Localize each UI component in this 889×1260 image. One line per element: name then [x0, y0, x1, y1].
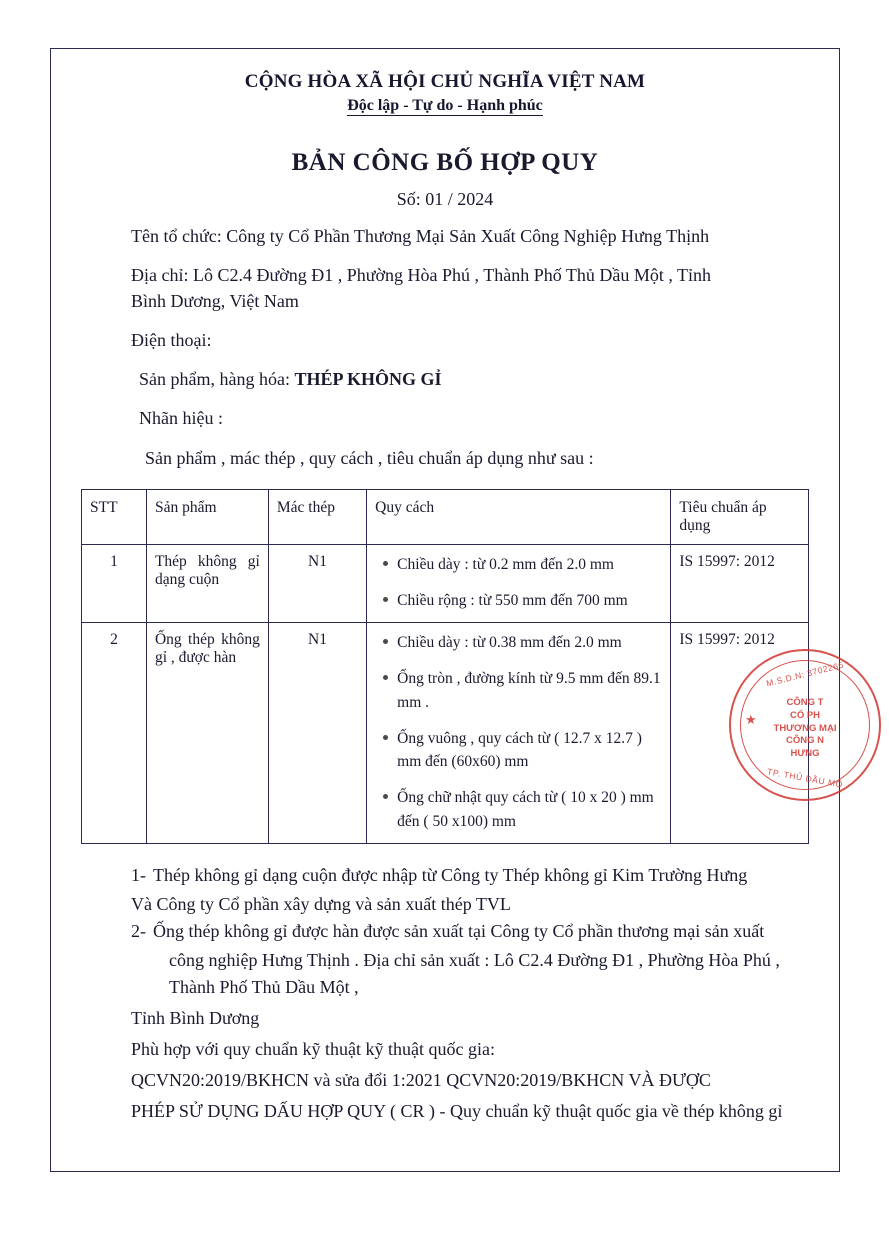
spec-item: Chiều dày : từ 0.38 mm đến 2.0 mm [397, 631, 662, 654]
note-item [79, 862, 811, 889]
seal-line-2: CỔ PH [789, 709, 821, 721]
seal-line-1: CÔNG T [786, 697, 824, 708]
cell-stt: 1 [82, 544, 147, 623]
national-title: CỘNG HÒA XÃ HỘI CHỦ NGHĨA VIỆT NAM [244, 71, 646, 92]
cell-product: Thép không gỉ dạng cuộn [146, 544, 268, 623]
address-line-2: Bình Dương, Việt Nam [131, 291, 299, 312]
standard-line-2: PHÉP SỬ DỤNG DẤU HỢP QUY ( CR ) - Quy chuẩn kỹ thuật quốc gia về thép không gỉ [131, 1100, 783, 1121]
org-value: Công ty Cổ Phần Thương Mại Sản Xuất Công Nghiệp Hưng Thịnh [226, 226, 710, 246]
note-continuation: Và Công ty Cổ phần xây dựng và sản xuất thép TVL [131, 893, 511, 914]
column-header-standard: Tiêu chuẩn áp dụng [671, 489, 809, 544]
cell-spec [367, 623, 671, 844]
product-line [79, 366, 811, 392]
cell-product: Ống thép không gỉ , được hàn [146, 623, 268, 844]
phone-line: Điện thoại: [131, 330, 212, 351]
address-value: Lô C2.4 Đường Đ1 , Phường Hòa Phú , Thành Phố Thủ Dầu Một , Tỉnh [192, 265, 712, 286]
product-label: Sản phẩm, hàng hóa: [139, 369, 295, 390]
note-number: 2- [131, 920, 146, 941]
org-label: Tên tổ chức: [131, 226, 227, 246]
seal-line-4: CÔNG N [786, 735, 824, 747]
cell-spec [367, 544, 671, 623]
page-title: BẢN CÔNG BỐ HỢP QUY [291, 149, 599, 176]
table-row [82, 544, 809, 623]
brand-line: Nhãn hiệu : [139, 408, 223, 429]
seal-line-3: THƯƠNG MẠI [773, 722, 837, 734]
spec-item: Ống vuông , quy cách từ ( 12.7 x 12.7 ) mm đến (60x60) mm [397, 727, 662, 774]
spec-item: Ống tròn , đường kính từ 9.5 mm đến 89.1 mm . [397, 667, 662, 714]
address-label: Địa chỉ: [131, 265, 193, 286]
spec-item: Chiều rộng : từ 550 mm đến 700 mm [397, 589, 662, 612]
national-motto: Độc lập - Tự do - Hạnh phúc [347, 97, 543, 114]
note-continuation: Thành Phố Thủ Dầu Một , [169, 976, 359, 997]
column-header-grade: Mác thép [268, 489, 366, 544]
seal-arc-top: M.S.D.N: 3702266 [765, 659, 845, 689]
intro-line: Sản phẩm , mác thép , quy cách , tiêu chuẩn áp dụng như sau : [145, 447, 594, 468]
spec-item: Chiều dày : từ 0.2 mm đến 2.0 mm [397, 553, 662, 576]
document-number: Số: 01 / 2024 [396, 189, 494, 209]
note-text: Thép không gỉ dạng cuộn được nhập từ Công ty Thép không gỉ Kim Trường Hưng [153, 864, 748, 885]
spec-item: Ống chữ nhật quy cách từ ( 10 x 20 ) mm đến ( 50 x100) mm [397, 786, 662, 833]
note-continuation: công nghiệp Hưng Thịnh . Địa chỉ sản xuất : Lô C2.4 Đường Đ1 , Phường Hòa Phú , [169, 949, 780, 970]
column-header-spec: Quy cách [367, 489, 671, 544]
address-line [79, 262, 811, 288]
note-number: 1- [131, 864, 146, 885]
cell-standard: IS 15997: 2012 [671, 623, 809, 844]
document-page [50, 48, 845, 1172]
specification-table [81, 489, 809, 844]
standard-line-1: QCVN20:2019/BKHCN và sửa đổi 1:2021 QCVN20:2019/BKHCN VÀ ĐƯỢC [131, 1069, 711, 1090]
seal-star-icon: ★ [745, 712, 757, 727]
table-header-row [82, 489, 809, 544]
column-header-stt: STT [82, 489, 147, 544]
table-row [82, 623, 809, 844]
cell-stt: 2 [82, 623, 147, 844]
cell-standard: IS 15997: 2012 [671, 544, 809, 623]
notes-section [79, 862, 811, 1001]
cell-grade: N1 [268, 544, 366, 623]
seal-arc-bottom: TP. THỦ DẦU MỘ [766, 766, 844, 790]
conformity-line: Phù hợp với quy chuẩn kỹ thuật kỹ thuật quốc gia: [131, 1038, 495, 1059]
note-item [79, 918, 811, 945]
province-line: Tỉnh Bình Dương [131, 1007, 260, 1028]
note-text: Ống thép không gỉ được hàn được sản xuất tại Công ty Cổ phần thương mại sản xuất [153, 920, 765, 941]
company-seal-icon [729, 649, 881, 801]
document-body [51, 49, 845, 1171]
column-header-product: Sản phẩm [146, 489, 268, 544]
org-line [79, 223, 811, 249]
seal-line-5: HƯNG [790, 748, 820, 760]
cell-grade: N1 [268, 623, 366, 844]
product-value: THÉP KHÔNG GỈ [294, 369, 442, 390]
seal-center-text [731, 697, 879, 761]
